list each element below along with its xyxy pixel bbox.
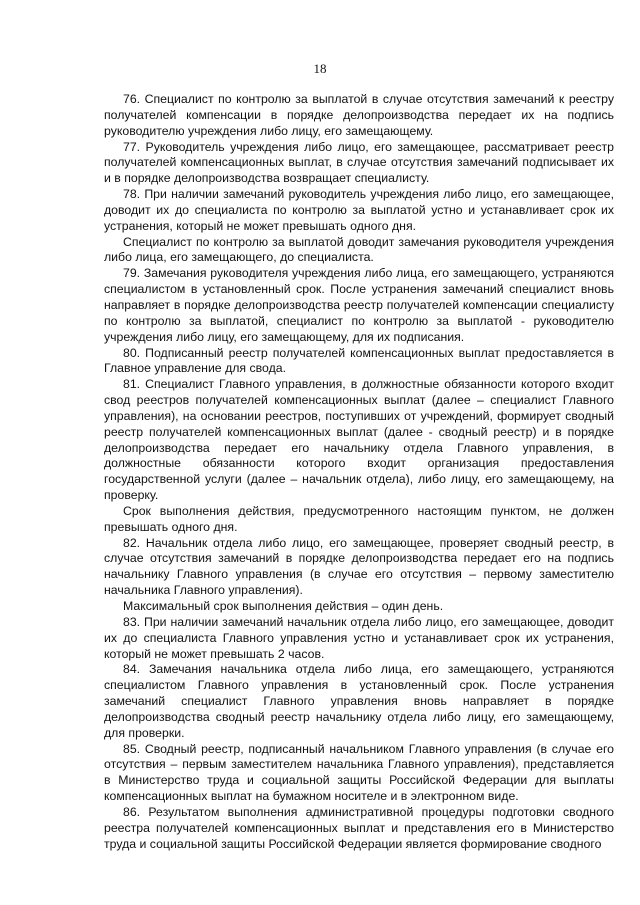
paragraph-84: 84. Замечания начальника отдела либо лица, его замещающего, устраняются специалистом Главного управления в установленный срок. После устранения замечаний специалист Главного управления вновь направляет в порядке делопроизводства сводный реестр начальнику отдела либо лицу, его замещающему, для проверки. [104,662,614,740]
paragraph-86: 86. Результатом выполнения административной процедуры подготовки сводного реестра получателей компенсационных выплат и представления его в Министерство труда и социальной защиты Российской Федерации является формирование сводного [104,804,614,851]
paragraph-77: 77. Руководитель учреждения либо лицо, его замещающее, рассматривает реестр получателей компенсационных выплат, в случае отсутствия замечаний подписывает их и в порядке делопроизводства возвращает специалисту. [104,139,614,186]
paragraph-78-note: Специалист по контролю за выплатой доводит замечания руководителя учреждения либо лица, его замещающего, до специалиста. [104,234,614,265]
paragraph-81-deadline: Срок выполнения действия, предусмотренного настоящим пунктом, не должен превышать одного дня. [104,503,614,534]
paragraph-76: 76. Специалист по контролю за выплатой в случае отсутствия замечаний к реестру получателей компенсации в порядке делопроизводства передает их на подпись руководителю учреждения либо лицу, его замещающему. [104,92,614,138]
paragraph-80: 80. Подписанный реестр получателей компенсационных выплат предоставляется в Главное управление для свода. [104,345,614,376]
paragraph-78: 78. При наличии замечаний руководитель учреждения либо лицо, его замещающее, доводит их до специалиста по контролю за выплатой устно и устанавливает срок их устранения, который не может превышать одного дня. [104,187,614,233]
paragraph-81: 81. Специалист Главного управления, в должностные обязанности которого входит свод реестров получателей компенсационных выплат (далее – специалист Главного управления), на основании реестров, поступивших от учреждений, формирует сводный реестр получателей компенсационных выплат (далее - сводный реестр) и в порядке делопроизводства передает его начальнику отдела Главного управления, в должностные обязанности которого входит организация предоставления государственной услуги (далее – начальник отдела), либо лицу, его замещающему, на проверку. [104,377,614,503]
paragraph-79: 79. Замечания руководителя учреждения либо лица, его замещающего, устраняются специалистом в установленный срок. После устранения замечаний специалист вновь направляет в порядке делопроизводства реестр получателей компенсации специалисту по контролю за выплатой, специалист по контролю за выплатой - руководителю учреждения либо лицу, его замещающему, для их подписания. [104,266,614,344]
page-number: 18 [313,61,327,76]
paragraph-85: 85. Сводный реестр, подписанный начальником Главного управления (в случае его отсутствия – первым заместителем начальника Главного управления), представляется в Министерство труда и социальной защиты Российской Федерации для выплаты компенсационных выплат на бумажном носителе и в электронном виде. [104,741,614,804]
paragraph-83: 83. При наличии замечаний начальник отдела либо лицо, его замещающее, доводит их до специалиста Главного управления устно и устанавливает срок их устранения, который не может превышать 2 часов. [104,614,614,661]
document-body [104,92,614,853]
paragraph-82-deadline: Максимальный срок выполнения действия – один день. [123,599,444,613]
paragraph-82: 82. Начальник отдела либо лицо, его замещающее, проверяет сводный реестр, в случае отсутствия замечаний в порядке делопроизводства передает его на подпись начальнику Главного управления (в случае его отсутствия – первому заместителю начальника Главного управления). [104,535,614,598]
